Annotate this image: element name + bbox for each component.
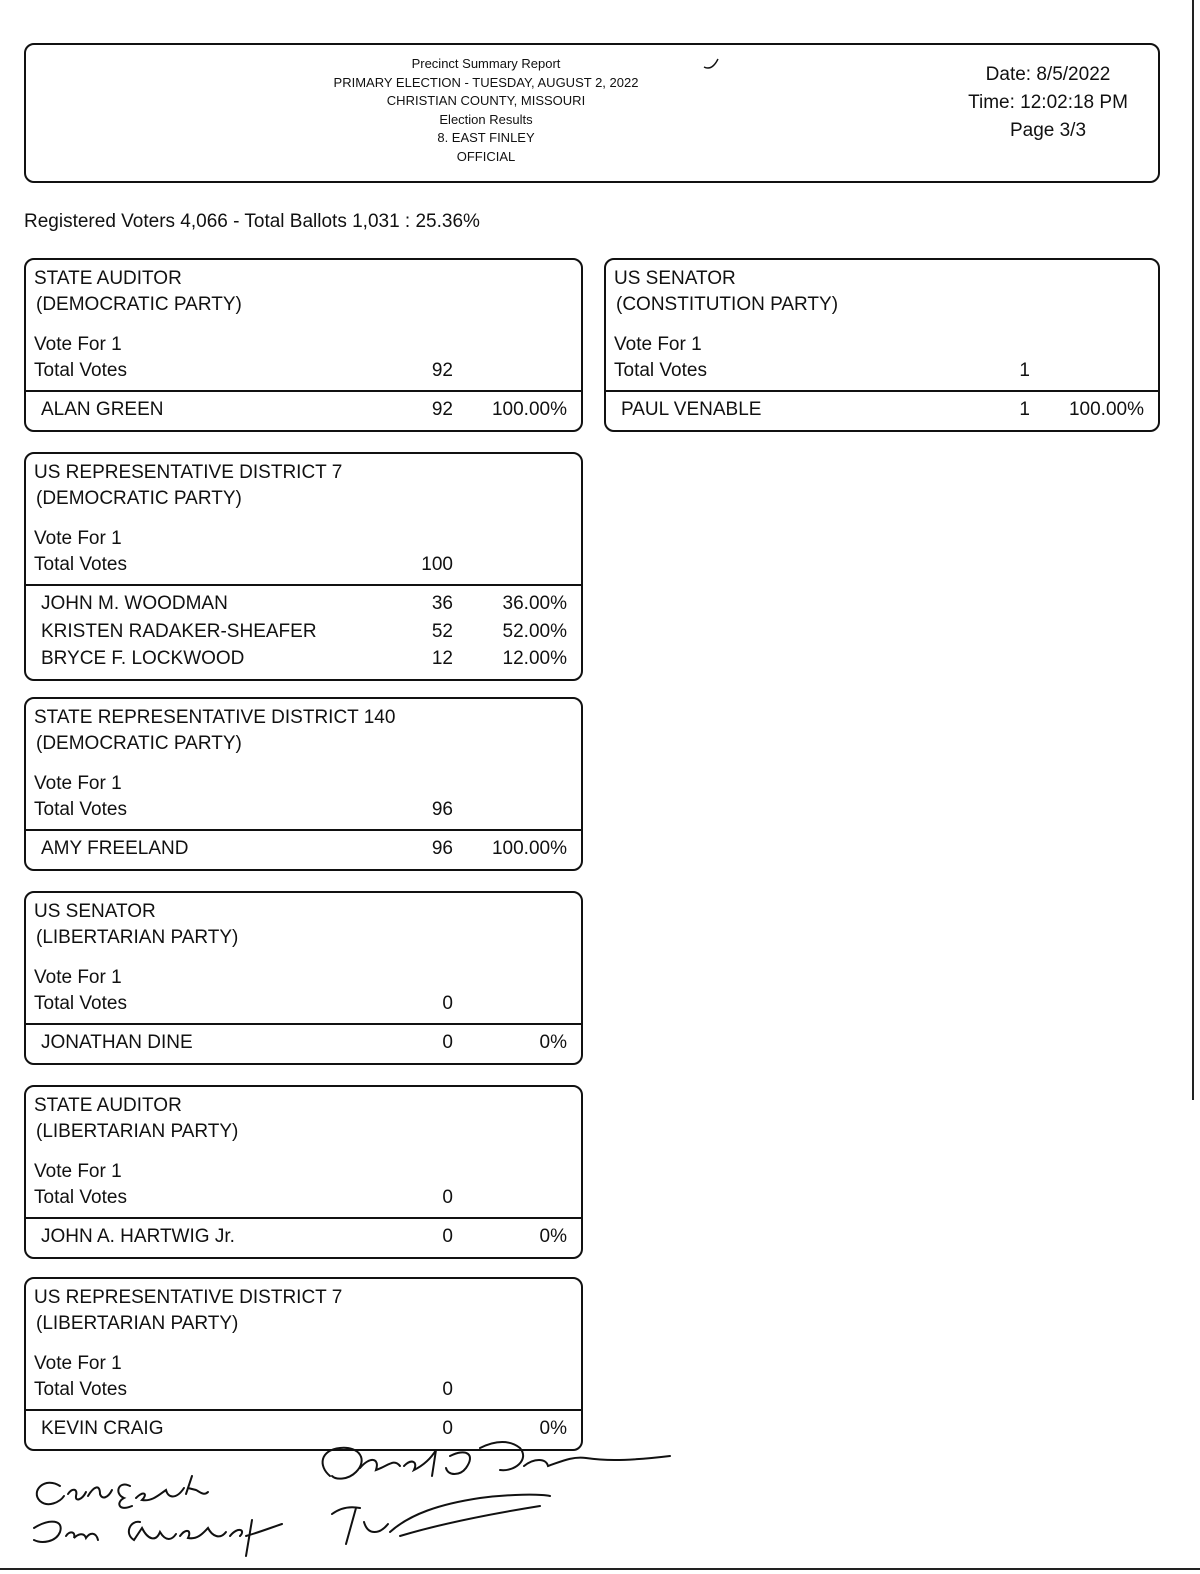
total-votes-value: 0 xyxy=(442,993,453,1014)
vote-for-label: Vote For 1 xyxy=(34,773,122,794)
signature-russell xyxy=(34,1520,282,1556)
candidate-row xyxy=(26,645,581,673)
total-votes-value: 0 xyxy=(442,1379,453,1400)
candidate-percent: 0% xyxy=(539,1226,567,1247)
vote-for-label: Vote For 1 xyxy=(34,1353,122,1374)
race-box xyxy=(24,258,583,432)
race-box xyxy=(24,1085,583,1259)
candidate-percent: 100.00% xyxy=(491,838,567,859)
candidate-votes: 92 xyxy=(431,399,453,420)
page-number: Page 3/3 xyxy=(1009,120,1087,141)
candidate-percent: 36.00% xyxy=(502,593,567,614)
race-header xyxy=(26,893,581,1017)
signature-carla xyxy=(37,1476,208,1508)
vote-for-label: Vote For 1 xyxy=(34,967,122,988)
candidate-percent: 52.00% xyxy=(502,620,567,642)
county-name: CHRISTIAN COUNTY, MISSOURI xyxy=(386,93,586,108)
race-title: STATE AUDITOR xyxy=(34,1095,182,1116)
candidate-percent: 0% xyxy=(539,1032,567,1053)
report-header xyxy=(24,43,1160,183)
vote-for-label: Vote For 1 xyxy=(34,1161,122,1182)
race-header xyxy=(26,260,581,384)
candidate-percent: 100.00% xyxy=(1068,399,1144,420)
precinct-name: 8. EAST FINLEY xyxy=(437,130,535,145)
total-votes-row xyxy=(34,991,581,1017)
total-votes-row xyxy=(34,552,581,578)
total-votes-value: 1 xyxy=(1019,360,1030,381)
race-party: (LIBERTARIAN PARTY) xyxy=(36,1121,239,1142)
race-header xyxy=(26,1279,581,1403)
report-date: Date: 8/5/2022 xyxy=(985,64,1111,85)
candidate-list xyxy=(26,1219,581,1257)
candidate-name: JOHN M. WOODMAN xyxy=(41,593,228,614)
page-edge-bottom xyxy=(0,1568,1200,1570)
candidate-percent: 100.00% xyxy=(491,399,567,420)
total-votes-label: Total Votes xyxy=(34,554,127,575)
candidate-votes: 1 xyxy=(1019,399,1030,420)
candidate-name: JOHN A. HARTWIG Jr. xyxy=(41,1226,235,1247)
race-box xyxy=(24,891,583,1065)
report-title: Precinct Summary Report xyxy=(411,56,561,71)
candidate-votes: 0 xyxy=(442,1032,453,1053)
candidate-name: ALAN GREEN xyxy=(41,399,164,420)
pen-mark-icon xyxy=(702,55,722,71)
candidate-list xyxy=(26,831,581,869)
vote-for-label: Vote For 1 xyxy=(614,334,702,355)
race-party: (LIBERTARIAN PARTY) xyxy=(36,1313,239,1334)
candidate-votes: 52 xyxy=(431,620,453,642)
candidate-percent: 12.00% xyxy=(502,648,567,669)
candidate-name: KEVIN CRAIG xyxy=(41,1418,164,1439)
results-label: Election Results xyxy=(439,111,533,127)
candidate-row xyxy=(26,1223,581,1251)
race-title: STATE REPRESENTATIVE DISTRICT 140 xyxy=(34,707,396,728)
race-header xyxy=(26,454,581,578)
candidate-name: BRYCE F. LOCKWOOD xyxy=(41,648,245,669)
total-votes-label: Total Votes xyxy=(34,1187,127,1208)
header-meta xyxy=(948,61,1148,145)
total-votes-label: Total Votes xyxy=(34,799,127,820)
total-votes-row xyxy=(34,358,581,384)
race-box xyxy=(24,452,583,681)
vote-for-label: Vote For 1 xyxy=(34,334,122,355)
race-header xyxy=(26,1087,581,1211)
total-votes-value: 96 xyxy=(431,799,453,820)
race-party: (CONSTITUTION PARTY) xyxy=(616,294,839,315)
total-votes-value: 100 xyxy=(421,554,453,575)
candidate-list xyxy=(26,392,581,430)
candidate-row xyxy=(26,618,581,646)
candidate-name: JONATHAN DINE xyxy=(41,1032,193,1053)
candidate-votes: 12 xyxy=(431,648,453,669)
total-votes-row xyxy=(34,1377,581,1403)
official-status: OFFICIAL xyxy=(456,148,516,164)
candidate-votes: 96 xyxy=(431,838,453,859)
candidate-percent: 0% xyxy=(539,1418,567,1439)
total-votes-value: 92 xyxy=(431,360,453,381)
candidate-row xyxy=(26,835,581,863)
race-title: US REPRESENTATIVE DISTRICT 7 xyxy=(34,1287,343,1308)
race-header xyxy=(26,699,581,823)
race-title: US REPRESENTATIVE DISTRICT 7 xyxy=(34,462,343,483)
candidate-list xyxy=(26,1025,581,1063)
signature-robbin-conner xyxy=(323,1442,670,1544)
total-votes-row xyxy=(34,1185,581,1211)
election-name: PRIMARY ELECTION - TUESDAY, AUGUST 2, 2022 xyxy=(333,74,639,90)
page-edge-right xyxy=(1192,0,1194,1100)
race-box xyxy=(604,258,1160,432)
race-party: (DEMOCRATIC PARTY) xyxy=(36,488,242,509)
candidate-row xyxy=(26,396,581,424)
race-party: (DEMOCRATIC PARTY) xyxy=(36,733,242,754)
candidate-votes: 36 xyxy=(431,593,453,614)
vote-for-label: Vote For 1 xyxy=(34,528,122,549)
candidate-votes: 0 xyxy=(442,1418,453,1439)
race-box xyxy=(24,1277,583,1451)
header-center-block xyxy=(306,55,666,166)
candidate-name: KRISTEN RADAKER-SHEAFER xyxy=(41,620,317,642)
candidate-row xyxy=(606,396,1158,424)
race-party: (DEMOCRATIC PARTY) xyxy=(36,294,242,315)
total-votes-value: 0 xyxy=(442,1187,453,1208)
registered-voters-summary: Registered Voters 4,066 - Total Ballots 1,031 : 25.36% xyxy=(24,211,480,232)
candidate-list xyxy=(606,392,1158,430)
race-title: US SENATOR xyxy=(34,901,156,922)
total-votes-label: Total Votes xyxy=(34,1379,127,1400)
race-box xyxy=(24,697,583,871)
candidate-row xyxy=(26,590,581,618)
total-votes-row xyxy=(614,358,1158,384)
candidate-name: AMY FREELAND xyxy=(41,838,189,859)
total-votes-label: Total Votes xyxy=(614,360,707,381)
total-votes-label: Total Votes xyxy=(34,360,127,381)
total-votes-label: Total Votes xyxy=(34,993,127,1014)
candidate-votes: 0 xyxy=(442,1226,453,1247)
race-header xyxy=(606,260,1158,384)
candidate-name: PAUL VENABLE xyxy=(621,399,762,420)
race-title: US SENATOR xyxy=(614,268,736,289)
total-votes-row xyxy=(34,797,581,823)
race-title: STATE AUDITOR xyxy=(34,268,182,289)
signatures xyxy=(20,1436,700,1566)
candidate-row xyxy=(26,1029,581,1057)
race-party: (LIBERTARIAN PARTY) xyxy=(36,927,239,948)
report-time: Time: 12:02:18 PM xyxy=(968,92,1128,113)
candidate-list xyxy=(26,586,581,679)
